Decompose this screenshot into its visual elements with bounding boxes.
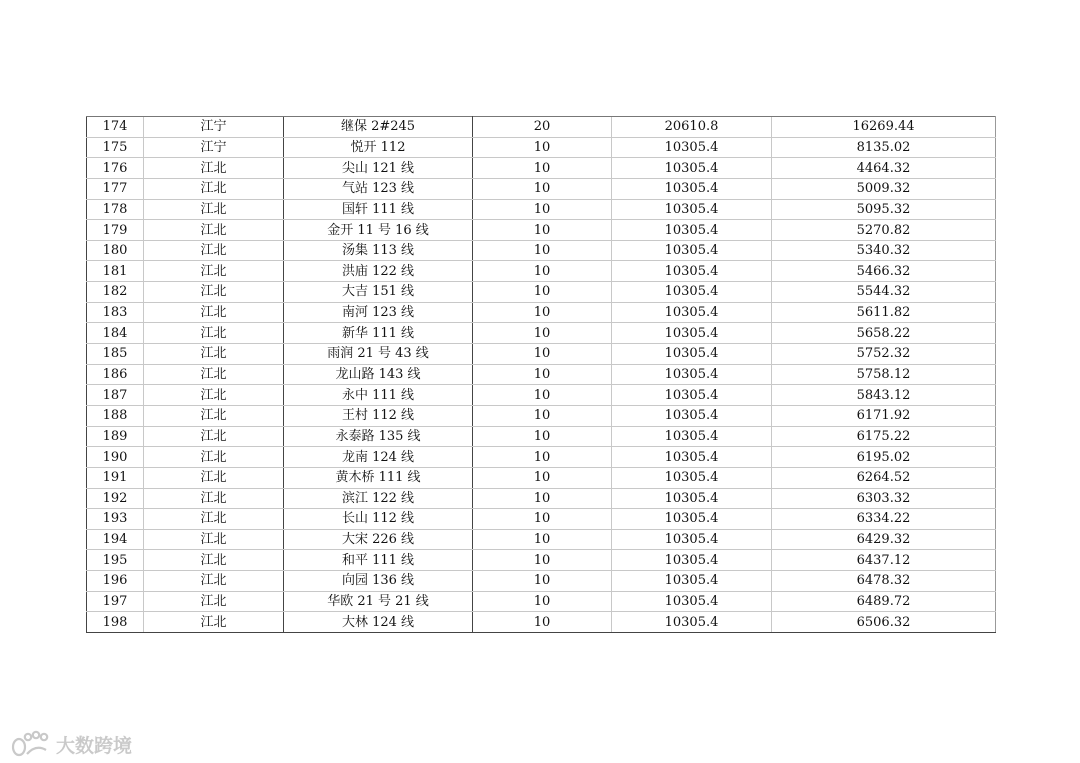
table-cell-no: 188 xyxy=(87,405,144,426)
table-cell-capacity: 10305.4 xyxy=(612,178,772,199)
table-cell-name: 黄木桥 111 线 xyxy=(284,467,473,488)
table-cell-no: 189 xyxy=(87,426,144,447)
table-row xyxy=(87,467,996,488)
table-cell-region: 江北 xyxy=(144,199,284,220)
table-cell-voltage: 10 xyxy=(473,158,612,179)
table-cell-name: 华欧 21 号 21 线 xyxy=(284,591,473,612)
table-cell-name: 气站 123 线 xyxy=(284,178,473,199)
table-row xyxy=(87,240,996,261)
table-cell-region: 江北 xyxy=(144,550,284,571)
table-cell-voltage: 10 xyxy=(473,550,612,571)
table-cell-no: 179 xyxy=(87,220,144,241)
table-cell-region: 江北 xyxy=(144,220,284,241)
table-row xyxy=(87,282,996,303)
table-cell-value: 6264.52 xyxy=(772,467,996,488)
table-cell-no: 177 xyxy=(87,178,144,199)
table-row xyxy=(87,550,996,571)
table-cell-capacity: 20610.8 xyxy=(612,117,772,138)
table-cell-voltage: 10 xyxy=(473,385,612,406)
table-cell-name: 大宋 226 线 xyxy=(284,529,473,550)
table-row xyxy=(87,158,996,179)
table-row xyxy=(87,385,996,406)
table-cell-no: 183 xyxy=(87,302,144,323)
table-row xyxy=(87,364,996,385)
table-cell-value: 6489.72 xyxy=(772,591,996,612)
table-cell-voltage: 10 xyxy=(473,364,612,385)
table-cell-no: 185 xyxy=(87,344,144,365)
table-cell-region: 江北 xyxy=(144,344,284,365)
table-row xyxy=(87,199,996,220)
table-cell-no: 182 xyxy=(87,282,144,303)
table-cell-value: 5340.32 xyxy=(772,240,996,261)
table-cell-value: 5611.82 xyxy=(772,302,996,323)
table-cell-capacity: 10305.4 xyxy=(612,282,772,303)
table-cell-name: 悦开 112 xyxy=(284,137,473,158)
table-cell-voltage: 10 xyxy=(473,220,612,241)
table-cell-name: 尖山 121 线 xyxy=(284,158,473,179)
table-cell-capacity: 10305.4 xyxy=(612,612,772,633)
table-cell-name: 永泰路 135 线 xyxy=(284,426,473,447)
table-row xyxy=(87,220,996,241)
table-cell-voltage: 10 xyxy=(473,405,612,426)
table-cell-capacity: 10305.4 xyxy=(612,261,772,282)
table-cell-name: 大吉 151 线 xyxy=(284,282,473,303)
table-cell-no: 194 xyxy=(87,529,144,550)
table-cell-voltage: 10 xyxy=(473,344,612,365)
table-cell-value: 8135.02 xyxy=(772,137,996,158)
table-cell-voltage: 10 xyxy=(473,261,612,282)
data-table xyxy=(86,116,996,633)
table-cell-value: 5752.32 xyxy=(772,344,996,365)
table-cell-region: 江宁 xyxy=(144,117,284,138)
table-cell-name: 汤集 113 线 xyxy=(284,240,473,261)
table-cell-name: 龙山路 143 线 xyxy=(284,364,473,385)
table-cell-voltage: 10 xyxy=(473,323,612,344)
table-cell-capacity: 10305.4 xyxy=(612,220,772,241)
table-row xyxy=(87,426,996,447)
table-cell-voltage: 10 xyxy=(473,591,612,612)
table-cell-capacity: 10305.4 xyxy=(612,199,772,220)
table-cell-region: 江宁 xyxy=(144,137,284,158)
table-cell-value: 5095.32 xyxy=(772,199,996,220)
table-cell-value: 6478.32 xyxy=(772,571,996,592)
table-cell-voltage: 10 xyxy=(473,178,612,199)
table-cell-region: 江北 xyxy=(144,426,284,447)
table-cell-capacity: 10305.4 xyxy=(612,405,772,426)
table-row xyxy=(87,323,996,344)
table-row xyxy=(87,117,996,138)
table-cell-value: 6303.32 xyxy=(772,488,996,509)
table-cell-voltage: 10 xyxy=(473,240,612,261)
table-cell-no: 176 xyxy=(87,158,144,179)
table-cell-region: 江北 xyxy=(144,467,284,488)
table-cell-value: 6171.92 xyxy=(772,405,996,426)
table-cell-region: 江北 xyxy=(144,591,284,612)
table-cell-no: 196 xyxy=(87,571,144,592)
table-cell-capacity: 10305.4 xyxy=(612,550,772,571)
table-cell-region: 江北 xyxy=(144,447,284,468)
table-cell-name: 王村 112 线 xyxy=(284,405,473,426)
table-cell-region: 江北 xyxy=(144,261,284,282)
table-cell-value: 5009.32 xyxy=(772,178,996,199)
table-cell-region: 江北 xyxy=(144,488,284,509)
table-cell-name: 新华 111 线 xyxy=(284,323,473,344)
table-cell-no: 195 xyxy=(87,550,144,571)
table-row xyxy=(87,178,996,199)
table-row xyxy=(87,591,996,612)
table-row xyxy=(87,405,996,426)
table-cell-no: 193 xyxy=(87,509,144,530)
table-cell-region: 江北 xyxy=(144,385,284,406)
table-cell-capacity: 10305.4 xyxy=(612,385,772,406)
table-cell-name: 国轩 111 线 xyxy=(284,199,473,220)
table-cell-name: 滨江 122 线 xyxy=(284,488,473,509)
table-cell-capacity: 10305.4 xyxy=(612,426,772,447)
table-cell-region: 江北 xyxy=(144,509,284,530)
table-cell-name: 向园 136 线 xyxy=(284,571,473,592)
table-cell-capacity: 10305.4 xyxy=(612,158,772,179)
table-cell-voltage: 10 xyxy=(473,282,612,303)
table-cell-capacity: 10305.4 xyxy=(612,302,772,323)
table-cell-capacity: 10305.4 xyxy=(612,488,772,509)
table-cell-no: 180 xyxy=(87,240,144,261)
table-cell-region: 江北 xyxy=(144,240,284,261)
table-row xyxy=(87,488,996,509)
table-cell-voltage: 10 xyxy=(473,426,612,447)
table-row xyxy=(87,509,996,530)
watermark-text: 大数跨境 xyxy=(56,734,133,757)
table-cell-capacity: 10305.4 xyxy=(612,591,772,612)
table-cell-no: 184 xyxy=(87,323,144,344)
table-cell-capacity: 10305.4 xyxy=(612,344,772,365)
table-cell-capacity: 10305.4 xyxy=(612,447,772,468)
table-cell-region: 江北 xyxy=(144,178,284,199)
table-cell-voltage: 10 xyxy=(473,199,612,220)
table-cell-capacity: 10305.4 xyxy=(612,529,772,550)
table-cell-value: 5758.12 xyxy=(772,364,996,385)
table-cell-name: 南河 123 线 xyxy=(284,302,473,323)
table-cell-value: 5658.22 xyxy=(772,323,996,344)
table-cell-capacity: 10305.4 xyxy=(612,509,772,530)
table-body xyxy=(87,117,996,633)
table-cell-no: 198 xyxy=(87,612,144,633)
table-cell-region: 江北 xyxy=(144,612,284,633)
table-cell-value: 6175.22 xyxy=(772,426,996,447)
table-cell-region: 江北 xyxy=(144,158,284,179)
table-cell-capacity: 10305.4 xyxy=(612,240,772,261)
table-cell-region: 江北 xyxy=(144,282,284,303)
table-cell-no: 186 xyxy=(87,364,144,385)
table-cell-no: 187 xyxy=(87,385,144,406)
table-cell-region: 江北 xyxy=(144,571,284,592)
table-cell-name: 长山 112 线 xyxy=(284,509,473,530)
table-cell-voltage: 20 xyxy=(473,117,612,138)
table-cell-voltage: 10 xyxy=(473,529,612,550)
table-cell-value: 5270.82 xyxy=(772,220,996,241)
table-cell-value: 6437.12 xyxy=(772,550,996,571)
table-cell-region: 江北 xyxy=(144,364,284,385)
table-row xyxy=(87,447,996,468)
table-cell-region: 江北 xyxy=(144,302,284,323)
watermark xyxy=(10,727,132,761)
table-cell-name: 金开 11 号 16 线 xyxy=(284,220,473,241)
table-cell-name: 和平 111 线 xyxy=(284,550,473,571)
table-row xyxy=(87,571,996,592)
table-cell-name: 大林 124 线 xyxy=(284,612,473,633)
table-row xyxy=(87,137,996,158)
table-cell-name: 龙南 124 线 xyxy=(284,447,473,468)
table-cell-no: 181 xyxy=(87,261,144,282)
table-cell-voltage: 10 xyxy=(473,302,612,323)
table-cell-value: 5544.32 xyxy=(772,282,996,303)
table-cell-region: 江北 xyxy=(144,405,284,426)
table-cell-value: 6334.22 xyxy=(772,509,996,530)
table-cell-name: 永中 111 线 xyxy=(284,385,473,406)
table-row xyxy=(87,529,996,550)
table-cell-voltage: 10 xyxy=(473,571,612,592)
table-cell-capacity: 10305.4 xyxy=(612,571,772,592)
table-cell-no: 178 xyxy=(87,199,144,220)
table-cell-region: 江北 xyxy=(144,529,284,550)
table-cell-capacity: 10305.4 xyxy=(612,467,772,488)
table-cell-value: 4464.32 xyxy=(772,158,996,179)
table-row xyxy=(87,612,996,633)
table-cell-voltage: 10 xyxy=(473,447,612,468)
table-cell-no: 192 xyxy=(87,488,144,509)
table-cell-value: 5466.32 xyxy=(772,261,996,282)
table-cell-capacity: 10305.4 xyxy=(612,137,772,158)
table-cell-voltage: 10 xyxy=(473,488,612,509)
table-cell-no: 191 xyxy=(87,467,144,488)
table-cell-no: 197 xyxy=(87,591,144,612)
table-cell-name: 洪庙 122 线 xyxy=(284,261,473,282)
table-cell-value: 16269.44 xyxy=(772,117,996,138)
table-row xyxy=(87,261,996,282)
table-cell-value: 6506.32 xyxy=(772,612,996,633)
table-cell-voltage: 10 xyxy=(473,612,612,633)
table-cell-voltage: 10 xyxy=(473,467,612,488)
table-cell-no: 190 xyxy=(87,447,144,468)
table-cell-value: 5843.12 xyxy=(772,385,996,406)
table-cell-capacity: 10305.4 xyxy=(612,364,772,385)
table-cell-capacity: 10305.4 xyxy=(612,323,772,344)
table-cell-voltage: 10 xyxy=(473,509,612,530)
table-cell-name: 雨润 21 号 43 线 xyxy=(284,344,473,365)
table-cell-no: 174 xyxy=(87,117,144,138)
table-cell-voltage: 10 xyxy=(473,137,612,158)
table-row xyxy=(87,302,996,323)
table-cell-region: 江北 xyxy=(144,323,284,344)
table-cell-name: 继保 2#245 xyxy=(284,117,473,138)
paw-logo-icon xyxy=(10,730,50,758)
table-cell-value: 6195.02 xyxy=(772,447,996,468)
table-cell-no: 175 xyxy=(87,137,144,158)
table-cell-value: 6429.32 xyxy=(772,529,996,550)
table-row xyxy=(87,344,996,365)
